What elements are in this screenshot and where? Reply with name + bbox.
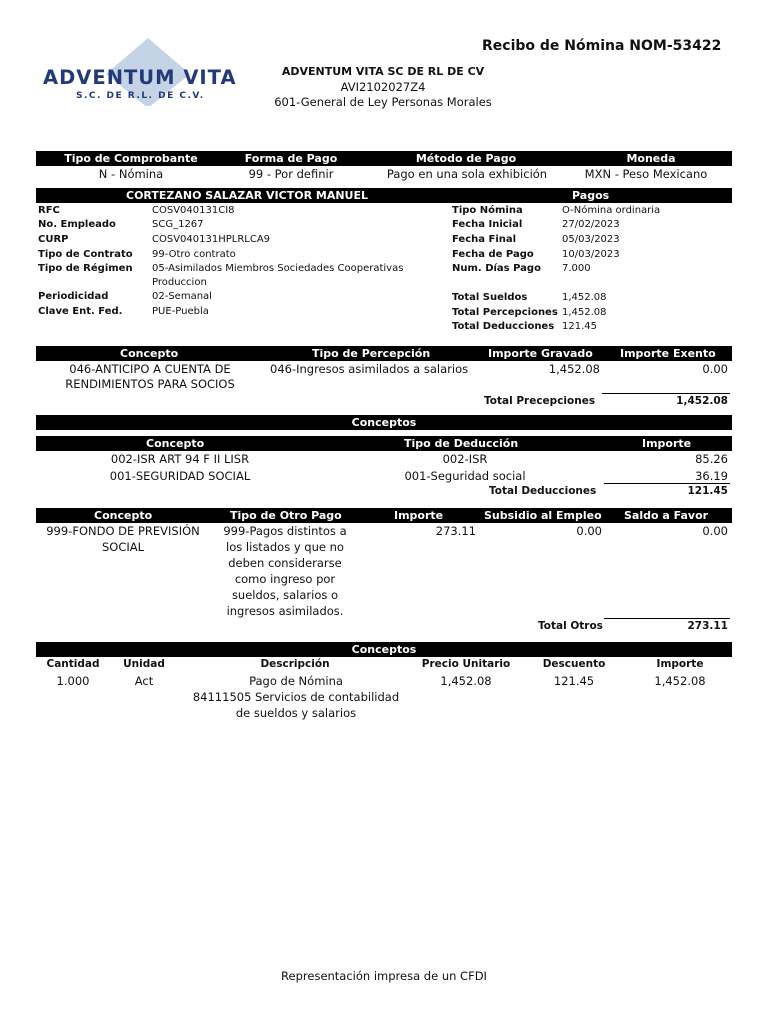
num-dias-pago-label: Num. Días Pago xyxy=(452,263,541,274)
otros-total-value: 273.11 xyxy=(687,620,728,632)
conceptos-header-importe: Importe xyxy=(656,658,704,670)
otros-concepto-line1: 999-FONDO DE PREVISIÓN xyxy=(46,524,200,538)
conceptos-importe: 1,452.08 xyxy=(654,674,706,688)
deducciones-section-header xyxy=(36,415,732,430)
footer-cfdi-note: Representación impresa de un CFDI xyxy=(281,969,487,983)
fecha-pago-label: Fecha de Pago xyxy=(452,249,534,260)
company-logo xyxy=(40,36,237,106)
ded-row2-concepto: 001-SEGURIDAD SOCIAL xyxy=(109,469,251,483)
moneda-value: MXN - Peso Mexicano xyxy=(584,167,708,181)
ded-header-importe: Importe xyxy=(642,437,692,450)
forma-pago-value: 99 - Por definir xyxy=(248,167,334,181)
company-regimen: 601-General de Ley Personas Morales xyxy=(274,95,492,109)
total-deducciones-label: Total Deducciones xyxy=(452,321,555,332)
otros-total-label: Total Otros xyxy=(538,620,603,632)
ded-header-concepto: Concepto xyxy=(146,437,205,450)
otros-tipo-line3: deben considerarse xyxy=(228,556,342,570)
otros-header-subsidio: Subsidio al Empleo xyxy=(484,509,602,522)
ded-row1-importe: 85.26 xyxy=(695,452,728,466)
otros-header-importe: Importe xyxy=(394,509,444,522)
conceptos-desc-line2: 84111505 Servicios de contabilidad xyxy=(192,690,400,704)
perc-concepto-line2: RENDIMIENTOS PARA SOCIOS xyxy=(65,377,235,391)
employee-name: CORTEZANO SALAZAR VICTOR MANUEL xyxy=(126,189,368,202)
total-percepciones-label: Total Percepciones xyxy=(452,307,558,318)
otros-tipo-line4: como ingreso por xyxy=(234,572,336,586)
otros-tipo-line5: sueldos, salarios o xyxy=(231,588,339,602)
ded-row1-tipo: 002-ISR xyxy=(442,452,488,466)
otros-header-saldo: Saldo a Favor xyxy=(624,509,709,522)
otros-importe: 273.11 xyxy=(435,524,476,538)
logo-subtitle: S.C. DE R.L. DE C.V. xyxy=(76,91,205,101)
otros-header-tipo: Tipo de Otro Pago xyxy=(230,509,342,522)
perc-header-concepto: Concepto xyxy=(120,347,179,360)
rfc-label: RFC xyxy=(38,205,60,216)
company-rfc: AVI2102027Z4 xyxy=(340,80,426,94)
conceptos-desc-line3: de sueldos y salarios xyxy=(235,706,357,720)
company-name: ADVENTUM VITA SC DE RL DE CV xyxy=(281,65,485,78)
ded-row2-tipo: 001-Seguridad social xyxy=(404,469,526,483)
fecha-inicial-label: Fecha Inicial xyxy=(452,219,523,230)
periodicidad-label: Periodicidad xyxy=(38,291,109,302)
otros-tipo-line6: ingresos asimilados. xyxy=(226,604,344,618)
tipo-regimen-label: Tipo de Régimen xyxy=(38,263,133,274)
conceptos-desc-line1: Pago de Nómina xyxy=(249,674,343,688)
conceptos-section-header xyxy=(36,642,732,657)
conceptos-cantidad: 1.000 xyxy=(56,674,90,688)
receipt-title: Recibo de Nómina NOM-53422 xyxy=(482,38,722,54)
curp-value: COSV040131HPLRLCA9 xyxy=(152,234,271,245)
perc-header-gravado: Importe Gravado xyxy=(488,347,593,360)
ded-total-label: Total Deducciones xyxy=(489,485,597,497)
tipo-contrato-label: Tipo de Contrato xyxy=(38,249,133,260)
tipo-regimen-value: 05-Asimilados Miembros Sociedades Cooperativas xyxy=(152,263,404,274)
perc-total-label: Total Precepciones xyxy=(484,395,596,407)
curp-label: CURP xyxy=(38,234,69,245)
no-empleado-label: No. Empleado xyxy=(38,219,116,230)
total-deducciones-value: 121.45 xyxy=(562,321,597,332)
tipo-nomina-value: O-Nómina ordinaria xyxy=(562,205,661,216)
perc-header-tipo: Tipo de Percepción xyxy=(312,347,431,360)
fecha-final-label: Fecha Final xyxy=(452,234,517,245)
tipo-comprobante-value: N - Nómina xyxy=(98,167,164,181)
perc-tipo: 046-Ingresos asimilados a salarios xyxy=(270,362,469,376)
percepciones-header xyxy=(36,346,732,361)
perc-header-exento: Importe Exento xyxy=(620,347,716,360)
conceptos-header-descuento: Descuento xyxy=(542,658,606,670)
total-sueldos-label: Total Sueldos xyxy=(452,292,528,303)
conceptos-header-unidad: Unidad xyxy=(123,658,165,670)
otros-tipo-line2: los listados y que no xyxy=(226,540,344,554)
perc-exento: 0.00 xyxy=(702,362,728,376)
header-moneda: Moneda xyxy=(626,152,676,165)
tipo-nomina-label: Tipo Nómina xyxy=(452,205,523,216)
conceptos-header-descripcion: Descripción xyxy=(260,658,330,670)
conceptos-header-precio: Precio Unitario xyxy=(421,658,511,670)
fecha-final-value: 05/03/2023 xyxy=(562,234,620,245)
deducciones-header xyxy=(36,436,732,451)
periodicidad-value: 02-Semanal xyxy=(152,291,212,302)
header-metodo-pago: Método de Pago xyxy=(415,152,517,165)
employee-header xyxy=(36,188,732,203)
conceptos-section-title: Conceptos xyxy=(351,643,417,656)
ded-row1-concepto: 002-ISR ART 94 F II LISR xyxy=(110,452,250,466)
tipo-contrato-value: 99-Otro contrato xyxy=(152,249,236,260)
ded-total-value: 121.45 xyxy=(687,485,728,497)
conceptos-unidad: Act xyxy=(134,674,154,688)
num-dias-pago-value: 7.000 xyxy=(562,263,591,274)
otros-tipo-line1: 999-Pagos distintos a xyxy=(223,524,347,538)
logo-name: ADVENTUM VITA xyxy=(43,66,237,89)
conceptos-descuento: 121.45 xyxy=(553,674,595,688)
ded-total-rule xyxy=(604,483,730,484)
header-tipo-comprobante: Tipo de Comprobante xyxy=(64,152,198,165)
rfc-value: COSV040131CI8 xyxy=(152,205,235,216)
otros-header-concepto: Concepto xyxy=(94,509,153,522)
perc-concepto-line1: 046-ANTICIPO A CUENTA DE xyxy=(69,362,231,376)
otros-total-rule xyxy=(604,618,730,619)
metodo-pago-value: Pago en una sola exhibición xyxy=(386,167,548,181)
fecha-pago-value: 10/03/2023 xyxy=(562,249,620,260)
otros-concepto-line2: SOCIAL xyxy=(101,540,145,554)
clave-ent-fed-value: PUE-Puebla xyxy=(152,306,209,317)
header-forma-pago: Forma de Pago xyxy=(244,152,338,165)
conceptos-header-cantidad: Cantidad xyxy=(46,658,100,670)
perc-total-rule xyxy=(602,393,730,394)
total-sueldos-value: 1,452.08 xyxy=(562,292,607,303)
otros-saldo: 0.00 xyxy=(702,524,728,538)
tipo-regimen-value-cont: Produccion xyxy=(152,277,207,288)
perc-total-value: 1,452.08 xyxy=(676,395,728,407)
clave-ent-fed-label: Clave Ent. Fed. xyxy=(38,306,123,317)
otros-header xyxy=(36,508,732,523)
otros-subsidio: 0.00 xyxy=(576,524,602,538)
pagos-title: Pagos xyxy=(572,189,610,202)
deducciones-section-title: Conceptos xyxy=(351,416,417,429)
no-empleado-value: SCG_1267 xyxy=(152,219,204,230)
perc-gravado: 1,452.08 xyxy=(548,362,600,376)
ded-row2-importe: 36.19 xyxy=(695,469,728,483)
ded-header-tipo: Tipo de Deducción xyxy=(404,437,519,450)
comprobante-header xyxy=(36,151,732,166)
total-percepciones-value: 1,452.08 xyxy=(562,307,607,318)
fecha-inicial-value: 27/02/2023 xyxy=(562,219,620,230)
conceptos-precio: 1,452.08 xyxy=(440,674,492,688)
